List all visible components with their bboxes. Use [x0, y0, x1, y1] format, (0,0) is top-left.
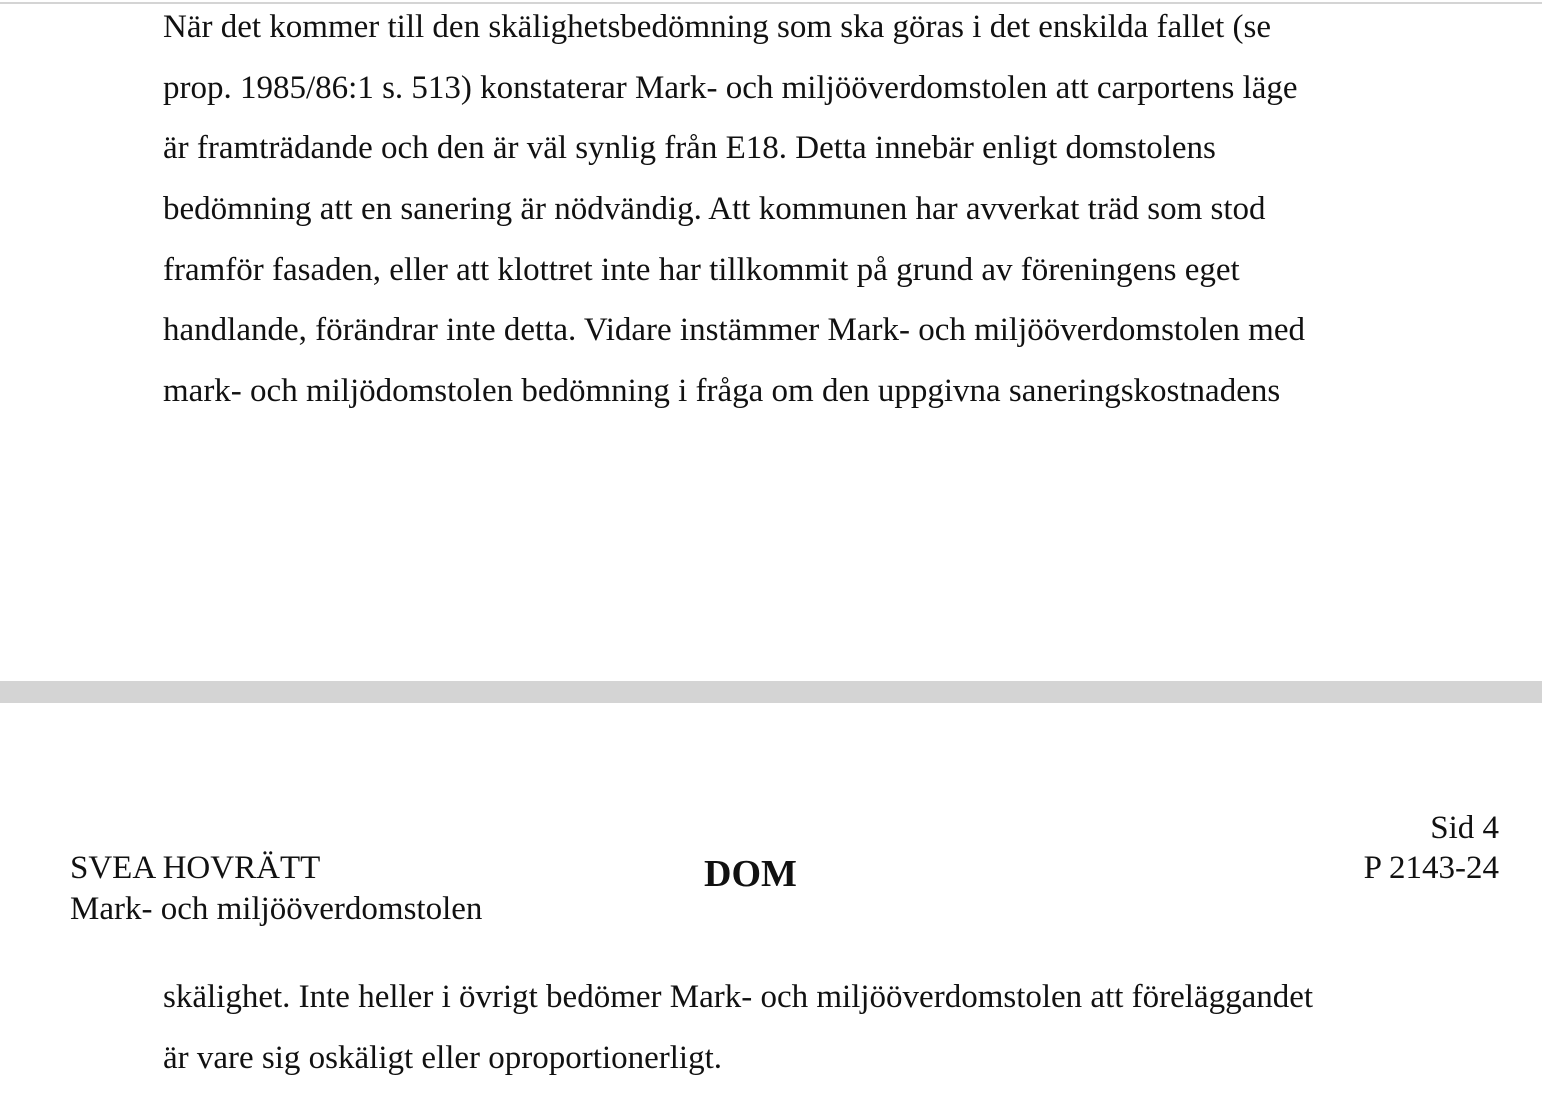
paragraph-line: prop. 1985/86:1 s. 513) konstaterar Mark- och miljööverdomstolen att carportens läge [163, 69, 1298, 106]
page-separator [0, 681, 1542, 703]
court-division: Mark- och miljööverdomstolen [70, 891, 483, 927]
document-type-title: DOM [704, 853, 797, 895]
paragraph-line: framför fasaden, eller att klottret inte har tillkommit på grund av föreningens eget [163, 251, 1240, 288]
page1-body-paragraph [163, 0, 1443, 422]
paragraph-line: När det kommer till den skälighetsbedömning som ska göras i det enskilda fallet (se [163, 9, 1271, 45]
paragraph-line: är vare sig oskäligt eller oproportionerligt. [163, 1039, 723, 1076]
case-number: P 2143-24 [1363, 850, 1499, 886]
paragraph-line: handlande, förändrar inte detta. Vidare instämmer Mark- och miljööverdomstolen med [163, 312, 1305, 349]
court-name: SVEA HOVRÄTT [70, 850, 321, 886]
page-number: Sid 4 [1430, 810, 1499, 846]
paragraph-line: mark- och miljödomstolen bedömning i fråga om den uppgivna saneringskostnadens [163, 373, 1281, 410]
paragraph-line: är framträdande och den är väl synlig från E18. Detta innebär enligt domstolens [163, 130, 1216, 167]
paragraph-line: bedömning att en sanering är nödvändig. Att kommunen har avverkat träd som stod [163, 191, 1266, 228]
page2-body-paragraph [163, 967, 1443, 1088]
paragraph-line: skälighet. Inte heller i övrigt bedömer Mark- och miljööverdomstolen att föreläggandet [163, 979, 1314, 1015]
